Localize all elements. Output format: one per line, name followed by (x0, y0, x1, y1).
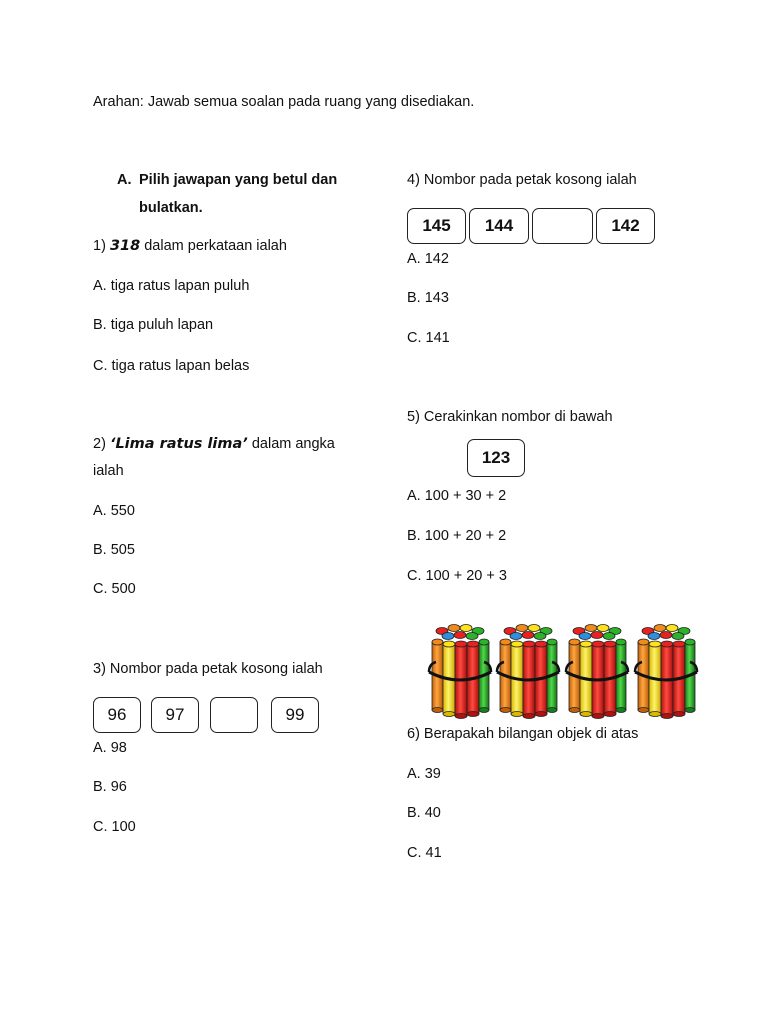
question-6-option-c[interactable]: C. 41 (407, 845, 442, 861)
number-box: 96 (93, 697, 141, 733)
number-box: 144 (469, 208, 529, 244)
number-box: 123 (467, 439, 525, 477)
instruction-text: Arahan: Jawab semua soalan pada ruang yang disediakan. (93, 94, 475, 110)
number-box: 142 (596, 208, 655, 244)
question-3-option-a[interactable]: A. 98 (93, 740, 127, 756)
question-1-option-a[interactable]: A. tiga ratus lapan puluh (93, 278, 250, 294)
number-box: 99 (271, 697, 319, 733)
bundle-of-ten-icon (566, 625, 628, 719)
question-2-number: 2) (93, 436, 106, 452)
empty-answer-box[interactable] (210, 697, 258, 733)
question-1-option-b[interactable]: B. tiga puluh lapan (93, 317, 214, 333)
bundles-illustration (424, 622, 704, 720)
question-2-option-c[interactable]: C. 500 (93, 581, 136, 597)
question-1 (93, 238, 287, 254)
question-1-option-c[interactable]: C. tiga ratus lapan belas (93, 358, 250, 374)
question-3-option-b[interactable]: B. 96 (93, 779, 127, 795)
section-heading-line1: Pilih jawapan yang betul dan (139, 172, 338, 188)
question-4-text: 4) Nombor pada petak kosong ialah (407, 172, 637, 188)
section-letter: A. (117, 172, 132, 188)
bundle-of-ten-icon (429, 625, 491, 719)
empty-answer-box[interactable] (532, 208, 593, 244)
question-1-number: 1) (93, 238, 106, 254)
question-2-words-emphasis: ‘Lima ratus lima’ (109, 436, 248, 452)
question-5-text: 5) Cerakinkan nombor di bawah (407, 409, 613, 425)
bundle-of-ten-icon (497, 625, 559, 719)
question-6-option-b[interactable]: B. 40 (407, 805, 441, 821)
bundle-of-ten-icon (635, 625, 697, 719)
question-5-option-a[interactable]: A. 100 + 30 + 2 (407, 488, 507, 504)
question-6-text: 6) Berapakah bilangan objek di atas (407, 726, 639, 742)
number-box: 145 (407, 208, 466, 244)
question-4-option-c[interactable]: C. 141 (407, 330, 450, 346)
question-3-option-c[interactable]: C. 100 (93, 819, 136, 835)
question-4-option-a[interactable]: A. 142 (407, 251, 449, 267)
question-5-option-b[interactable]: B. 100 + 20 + 2 (407, 528, 507, 544)
question-2-option-a[interactable]: A. 550 (93, 503, 135, 519)
question-2-text-line2: ialah (93, 463, 124, 479)
question-2-text: dalam angka (247, 436, 335, 452)
number-box: 97 (151, 697, 199, 733)
question-2 (93, 436, 335, 452)
bundles-svg (424, 622, 704, 720)
question-1-text: dalam perkataan ialah (140, 238, 287, 254)
question-3-text: 3) Nombor pada petak kosong ialah (93, 661, 323, 677)
question-1-number-emphasis: 318 (109, 238, 141, 254)
question-6-option-a[interactable]: A. 39 (407, 766, 441, 782)
question-2-option-b[interactable]: B. 505 (93, 542, 135, 558)
question-5-option-c[interactable]: C. 100 + 20 + 3 (407, 568, 507, 584)
question-4-option-b[interactable]: B. 143 (407, 290, 449, 306)
section-heading-line2: bulatkan. (139, 200, 203, 216)
